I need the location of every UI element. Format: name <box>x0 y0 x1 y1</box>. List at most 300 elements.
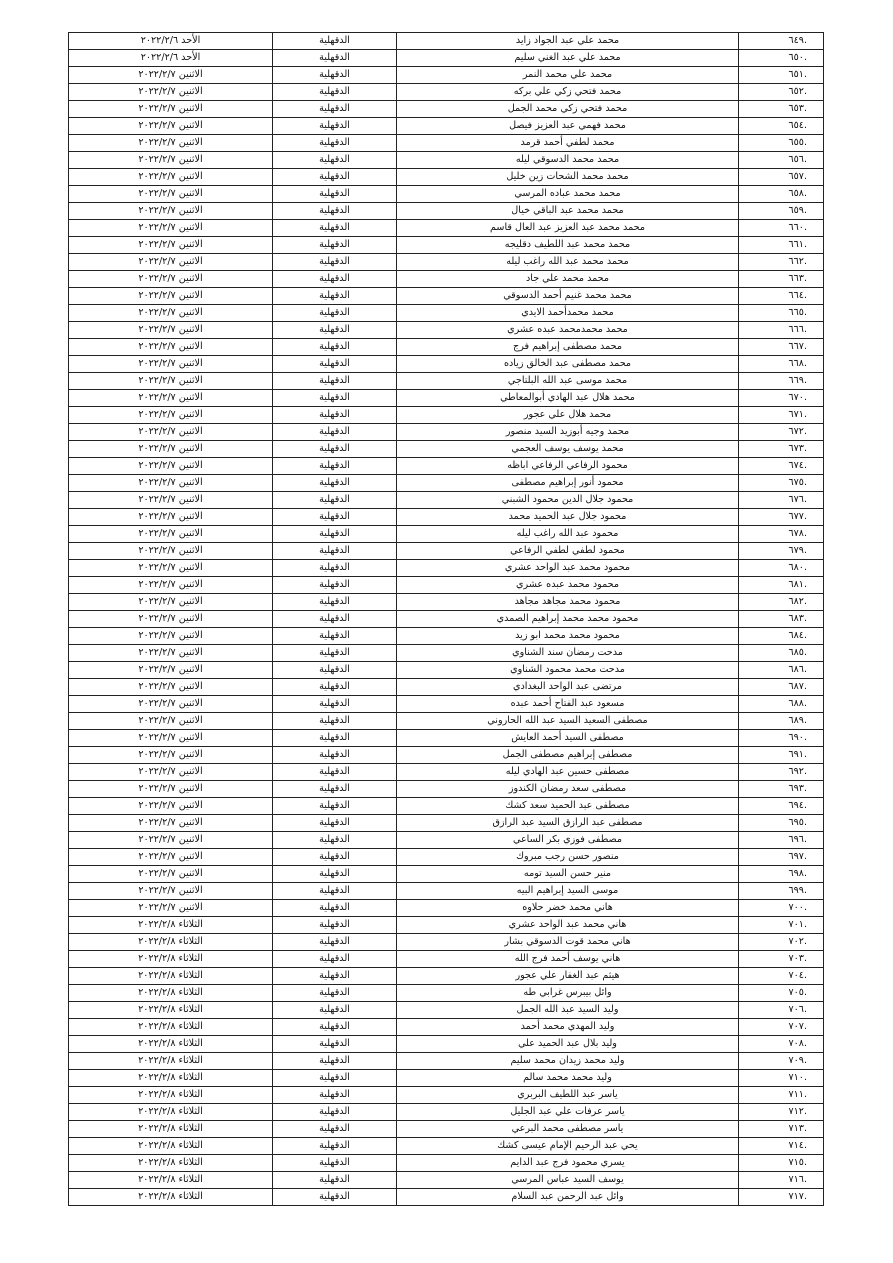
governorate-cell: الدقهلية <box>273 237 397 254</box>
name-cell: محمود عبد الله راغب ليله <box>397 526 739 543</box>
name-cell: يحي عبد الرحيم الإمام عيسى كشك <box>397 1138 739 1155</box>
name-cell: هيثم عبد الغفار علي عجور <box>397 968 739 985</box>
serial-number-cell: .٦٧٠ <box>739 390 824 407</box>
table-row <box>69 985 824 1002</box>
name-cell: وليد المهدي محمد أحمد <box>397 1019 739 1036</box>
date-cell: الاثنين ٢٠٢٢/٢/٧ <box>69 764 273 781</box>
date-cell: الاثنين ٢٠٢٢/٢/٧ <box>69 441 273 458</box>
date-cell: الاثنين ٢٠٢٢/٢/٧ <box>69 288 273 305</box>
table-row <box>69 645 824 662</box>
governorate-cell: الدقهلية <box>273 1002 397 1019</box>
governorate-cell: الدقهلية <box>273 305 397 322</box>
date-cell: الاثنين ٢٠٢٢/٢/٧ <box>69 424 273 441</box>
name-cell: محمد محمد عباده المرسي <box>397 186 739 203</box>
governorate-cell: الدقهلية <box>273 1070 397 1087</box>
table-row <box>69 33 824 50</box>
date-cell: الاثنين ٢٠٢٢/٢/٧ <box>69 458 273 475</box>
date-cell: الاثنين ٢٠٢٢/٢/٧ <box>69 662 273 679</box>
table-row <box>69 424 824 441</box>
date-cell: الاثنين ٢٠٢٢/٢/٧ <box>69 713 273 730</box>
serial-number-cell: .٦٧٥ <box>739 475 824 492</box>
date-cell: الاثنين ٢٠٢٢/٢/٧ <box>69 475 273 492</box>
name-cell: محمود أنور إبراهيم مصطفى <box>397 475 739 492</box>
serial-number-cell: .٦٦٥ <box>739 305 824 322</box>
table-row <box>69 407 824 424</box>
date-cell: الاثنين ٢٠٢٢/٢/٧ <box>69 781 273 798</box>
date-cell: الاثنين ٢٠٢٢/٢/٧ <box>69 254 273 271</box>
name-cell: وليد السيد عبد الله الجمل <box>397 1002 739 1019</box>
table-row <box>69 390 824 407</box>
governorate-cell: الدقهلية <box>273 271 397 288</box>
governorate-cell: الدقهلية <box>273 1087 397 1104</box>
governorate-cell: الدقهلية <box>273 900 397 917</box>
name-cell: محمود محمد مجاهد مجاهد <box>397 594 739 611</box>
serial-number-cell: .٧٠٩ <box>739 1053 824 1070</box>
governorate-cell: الدقهلية <box>273 203 397 220</box>
table-row <box>69 747 824 764</box>
serial-number-cell: .٦٧١ <box>739 407 824 424</box>
serial-number-cell: .٧١٥ <box>739 1155 824 1172</box>
date-cell: الثلاثاء ٢٠٢٢/٢/٨ <box>69 1138 273 1155</box>
date-cell: الاثنين ٢٠٢٢/٢/٧ <box>69 883 273 900</box>
date-cell: الاثنين ٢٠٢٢/٢/٧ <box>69 645 273 662</box>
table-row <box>69 679 824 696</box>
date-cell: الاثنين ٢٠٢٢/٢/٧ <box>69 135 273 152</box>
serial-number-cell: .٦٥٨ <box>739 186 824 203</box>
governorate-cell: الدقهلية <box>273 883 397 900</box>
governorate-cell: الدقهلية <box>273 628 397 645</box>
date-cell: الأحد ٢٠٢٢/٢/٦ <box>69 33 273 50</box>
table-row <box>69 1019 824 1036</box>
name-cell: مصطفى فوزي بكر الساعي <box>397 832 739 849</box>
name-cell: ياسر عبد اللطيف البربري <box>397 1087 739 1104</box>
governorate-cell: الدقهلية <box>273 254 397 271</box>
governorate-cell: الدقهلية <box>273 832 397 849</box>
table-row <box>69 883 824 900</box>
date-cell: الاثنين ٢٠٢٢/٢/٧ <box>69 560 273 577</box>
name-cell: محمود محمد عبده عشري <box>397 577 739 594</box>
date-cell: الاثنين ٢٠٢٢/٢/٧ <box>69 373 273 390</box>
governorate-cell: الدقهلية <box>273 747 397 764</box>
serial-number-cell: .٦٩٢ <box>739 764 824 781</box>
governorate-cell: الدقهلية <box>273 679 397 696</box>
table-row <box>69 67 824 84</box>
governorate-cell: الدقهلية <box>273 84 397 101</box>
governorate-cell: الدقهلية <box>273 611 397 628</box>
date-cell: الثلاثاء ٢٠٢٢/٢/٨ <box>69 1053 273 1070</box>
governorate-cell: الدقهلية <box>273 186 397 203</box>
serial-number-cell: .٦٥٠ <box>739 50 824 67</box>
registry-table <box>68 32 824 1206</box>
serial-number-cell: .٦٦٩ <box>739 373 824 390</box>
table-row <box>69 696 824 713</box>
serial-number-cell: .٧١٤ <box>739 1138 824 1155</box>
table-row <box>69 475 824 492</box>
name-cell: محمد علي محمد النمر <box>397 67 739 84</box>
name-cell: محمد محمدأحمد الايدي <box>397 305 739 322</box>
table-row <box>69 135 824 152</box>
name-cell: وائل عبد الرحمن عبد السلام <box>397 1189 739 1206</box>
name-cell: يسري محمود فرج عبد الدايم <box>397 1155 739 1172</box>
table-row <box>69 764 824 781</box>
serial-number-cell: .٦٦٣ <box>739 271 824 288</box>
name-cell: يوسف السيد عباس المرسي <box>397 1172 739 1189</box>
serial-number-cell: .٦٥٥ <box>739 135 824 152</box>
serial-number-cell: .٦٤٩ <box>739 33 824 50</box>
date-cell: الاثنين ٢٠٢٢/٢/٧ <box>69 696 273 713</box>
name-cell: هاني محمد خضر حلاوه <box>397 900 739 917</box>
name-cell: محمد فهمي عبد العزيز فيصل <box>397 118 739 135</box>
table-row <box>69 322 824 339</box>
date-cell: الثلاثاء ٢٠٢٢/٢/٨ <box>69 985 273 1002</box>
governorate-cell: الدقهلية <box>273 220 397 237</box>
name-cell: محمد محمدمحمد عبده عشري <box>397 322 739 339</box>
name-cell: محمود لطفي لطفي الرفاعي <box>397 543 739 560</box>
date-cell: الاثنين ٢٠٢٢/٢/٧ <box>69 339 273 356</box>
table-row <box>69 662 824 679</box>
table-row <box>69 934 824 951</box>
table-row <box>69 50 824 67</box>
serial-number-cell: .٧١٦ <box>739 1172 824 1189</box>
date-cell: الاثنين ٢٠٢٢/٢/٧ <box>69 220 273 237</box>
name-cell: وليد بلال عبد الحميد علي <box>397 1036 739 1053</box>
name-cell: مصطفى عبد الرازق السيد عبد الرازق <box>397 815 739 832</box>
governorate-cell: الدقهلية <box>273 1053 397 1070</box>
table-row <box>69 968 824 985</box>
date-cell: الاثنين ٢٠٢٢/٢/٧ <box>69 798 273 815</box>
serial-number-cell: .٦٥٤ <box>739 118 824 135</box>
name-cell: محمد يوسف يوسف العجمي <box>397 441 739 458</box>
date-cell: الثلاثاء ٢٠٢٢/٢/٨ <box>69 1104 273 1121</box>
serial-number-cell: .٦٨٦ <box>739 662 824 679</box>
serial-number-cell: .٦٨٠ <box>739 560 824 577</box>
serial-number-cell: .٦٦٨ <box>739 356 824 373</box>
serial-number-cell: .٧٠٧ <box>739 1019 824 1036</box>
serial-number-cell: .٦٥٢ <box>739 84 824 101</box>
name-cell: محمد محمد عبد العزيز عبد العال قاسم <box>397 220 739 237</box>
serial-number-cell: .٦٧٢ <box>739 424 824 441</box>
governorate-cell: الدقهلية <box>273 169 397 186</box>
name-cell: هاني محمد عبد الواحد عشري <box>397 917 739 934</box>
serial-number-cell: .٧٠٠ <box>739 900 824 917</box>
table-row <box>69 611 824 628</box>
table-row <box>69 509 824 526</box>
name-cell: محمد وجيه أبوزيد السيد منصور <box>397 424 739 441</box>
name-cell: محمد محمد عبد الباقي خيال <box>397 203 739 220</box>
table-row <box>69 1189 824 1206</box>
table-row <box>69 1121 824 1138</box>
governorate-cell: الدقهلية <box>273 815 397 832</box>
governorate-cell: الدقهلية <box>273 1019 397 1036</box>
serial-number-cell: .٦٩٠ <box>739 730 824 747</box>
name-cell: محمد محمد الشحات زين خليل <box>397 169 739 186</box>
name-cell: محمد محمد الدسوقي ليله <box>397 152 739 169</box>
serial-number-cell: .٦٨٩ <box>739 713 824 730</box>
name-cell: محمد فتحي زكي محمد الجمل <box>397 101 739 118</box>
date-cell: الاثنين ٢٠٢٢/٢/٧ <box>69 186 273 203</box>
governorate-cell: الدقهلية <box>273 407 397 424</box>
governorate-cell: الدقهلية <box>273 67 397 84</box>
serial-number-cell: .٦٧٣ <box>739 441 824 458</box>
table-row <box>69 849 824 866</box>
governorate-cell: الدقهلية <box>273 509 397 526</box>
serial-number-cell: .٧١٢ <box>739 1104 824 1121</box>
name-cell: مصطفى السيد أحمد العايش <box>397 730 739 747</box>
serial-number-cell: .٦٩٩ <box>739 883 824 900</box>
name-cell: وليد محمد زيدان محمد سليم <box>397 1053 739 1070</box>
serial-number-cell: .٦٩٣ <box>739 781 824 798</box>
name-cell: محمد محمد عبد الله راغب ليله <box>397 254 739 271</box>
table-row <box>69 152 824 169</box>
name-cell: هاني محمد قوت الدسوقي بشار <box>397 934 739 951</box>
governorate-cell: الدقهلية <box>273 968 397 985</box>
date-cell: الاثنين ٢٠٢٢/٢/٧ <box>69 492 273 509</box>
name-cell: ياسر مصطفى محمد البرعي <box>397 1121 739 1138</box>
table-row <box>69 237 824 254</box>
table-row <box>69 577 824 594</box>
date-cell: الثلاثاء ٢٠٢٢/٢/٨ <box>69 1121 273 1138</box>
name-cell: منير حسن السيد تومه <box>397 866 739 883</box>
governorate-cell: الدقهلية <box>273 339 397 356</box>
table-row <box>69 798 824 815</box>
date-cell: الثلاثاء ٢٠٢٢/٢/٨ <box>69 1155 273 1172</box>
date-cell: الاثنين ٢٠٢٢/٢/٧ <box>69 543 273 560</box>
governorate-cell: الدقهلية <box>273 1172 397 1189</box>
table-row <box>69 84 824 101</box>
serial-number-cell: .٧١١ <box>739 1087 824 1104</box>
serial-number-cell: .٦٥٩ <box>739 203 824 220</box>
governorate-cell: الدقهلية <box>273 849 397 866</box>
table-row <box>69 951 824 968</box>
date-cell: الاثنين ٢٠٢٢/٢/٧ <box>69 203 273 220</box>
table-row <box>69 917 824 934</box>
name-cell: مصطفى سعد رمضان الكندوز <box>397 781 739 798</box>
date-cell: الاثنين ٢٠٢٢/٢/٧ <box>69 118 273 135</box>
name-cell: ياسر عرفات علي عبد الجليل <box>397 1104 739 1121</box>
table-row <box>69 713 824 730</box>
governorate-cell: الدقهلية <box>273 424 397 441</box>
name-cell: وليد محمد محمد سالم <box>397 1070 739 1087</box>
date-cell: الثلاثاء ٢٠٢٢/٢/٨ <box>69 1172 273 1189</box>
serial-number-cell: .٦٧٩ <box>739 543 824 560</box>
date-cell: الثلاثاء ٢٠٢٢/٢/٨ <box>69 917 273 934</box>
table-row <box>69 186 824 203</box>
table-row <box>69 254 824 271</box>
governorate-cell: الدقهلية <box>273 1138 397 1155</box>
serial-number-cell: .٦٧٧ <box>739 509 824 526</box>
name-cell: موسى السيد إبراهيم البيه <box>397 883 739 900</box>
name-cell: محمد محمد غنيم أحمد الدسوقي <box>397 288 739 305</box>
table-row <box>69 594 824 611</box>
serial-number-cell: .٧٠٢ <box>739 934 824 951</box>
serial-number-cell: .٧٠٥ <box>739 985 824 1002</box>
governorate-cell: الدقهلية <box>273 1036 397 1053</box>
date-cell: الثلاثاء ٢٠٢٢/٢/٨ <box>69 934 273 951</box>
table-row <box>69 220 824 237</box>
serial-number-cell: .٦٩٨ <box>739 866 824 883</box>
governorate-cell: الدقهلية <box>273 645 397 662</box>
date-cell: الثلاثاء ٢٠٢٢/٢/٨ <box>69 1189 273 1206</box>
governorate-cell: الدقهلية <box>273 526 397 543</box>
name-cell: مرتضى عبد الواحد البغدادي <box>397 679 739 696</box>
serial-number-cell: .٦٦٧ <box>739 339 824 356</box>
date-cell: الاثنين ٢٠٢٢/٢/٧ <box>69 509 273 526</box>
date-cell: الاثنين ٢٠٢٢/٢/٧ <box>69 594 273 611</box>
name-cell: محمد مصطفى عبد الخالق زياده <box>397 356 739 373</box>
serial-number-cell: .٦٩٥ <box>739 815 824 832</box>
name-cell: محمد موسى عبد الله البلتاجي <box>397 373 739 390</box>
date-cell: الاثنين ٢٠٢٢/٢/٧ <box>69 900 273 917</box>
name-cell: محمود محمد محمد إبراهيم الصمدي <box>397 611 739 628</box>
table-row <box>69 730 824 747</box>
date-cell: الاثنين ٢٠٢٢/٢/٧ <box>69 747 273 764</box>
date-cell: الاثنين ٢٠٢٢/٢/٧ <box>69 628 273 645</box>
serial-number-cell: .٦٦٦ <box>739 322 824 339</box>
table-row <box>69 441 824 458</box>
serial-number-cell: .٦٨٢ <box>739 594 824 611</box>
name-cell: محمود محمد محمد ابو زيد <box>397 628 739 645</box>
table-row <box>69 1104 824 1121</box>
table-row <box>69 900 824 917</box>
governorate-cell: الدقهلية <box>273 475 397 492</box>
governorate-cell: الدقهلية <box>273 781 397 798</box>
name-cell: محمد علي عبد الغني سليم <box>397 50 739 67</box>
date-cell: الاثنين ٢٠٢٢/٢/٧ <box>69 152 273 169</box>
table-row <box>69 305 824 322</box>
table-row <box>69 832 824 849</box>
governorate-cell: الدقهلية <box>273 662 397 679</box>
name-cell: مدحت رمضان سند الشناوي <box>397 645 739 662</box>
table-row <box>69 1155 824 1172</box>
date-cell: الثلاثاء ٢٠٢٢/٢/٨ <box>69 1070 273 1087</box>
governorate-cell: الدقهلية <box>273 764 397 781</box>
governorate-cell: الدقهلية <box>273 101 397 118</box>
governorate-cell: الدقهلية <box>273 33 397 50</box>
governorate-cell: الدقهلية <box>273 730 397 747</box>
date-cell: الاثنين ٢٠٢٢/٢/٧ <box>69 356 273 373</box>
name-cell: مدحت محمد محمود الشناوي <box>397 662 739 679</box>
serial-number-cell: .٧١٠ <box>739 1070 824 1087</box>
governorate-cell: الدقهلية <box>273 356 397 373</box>
name-cell: منصور حسن رجب مبروك <box>397 849 739 866</box>
governorate-cell: الدقهلية <box>273 951 397 968</box>
name-cell: مصطفى عبد الحميد سعد كشك <box>397 798 739 815</box>
date-cell: الاثنين ٢٠٢٢/٢/٧ <box>69 526 273 543</box>
serial-number-cell: .٧١٣ <box>739 1121 824 1138</box>
table-row <box>69 781 824 798</box>
name-cell: محمد محمد علي جاد <box>397 271 739 288</box>
date-cell: الاثنين ٢٠٢٢/٢/٧ <box>69 84 273 101</box>
table-row <box>69 628 824 645</box>
serial-number-cell: .٦٨١ <box>739 577 824 594</box>
table-row <box>69 1036 824 1053</box>
date-cell: الثلاثاء ٢٠٢٢/٢/٨ <box>69 1036 273 1053</box>
serial-number-cell: .٧٠٨ <box>739 1036 824 1053</box>
serial-number-cell: .٦٥٦ <box>739 152 824 169</box>
table-row <box>69 560 824 577</box>
governorate-cell: الدقهلية <box>273 492 397 509</box>
governorate-cell: الدقهلية <box>273 322 397 339</box>
date-cell: الاثنين ٢٠٢٢/٢/٧ <box>69 407 273 424</box>
governorate-cell: الدقهلية <box>273 441 397 458</box>
governorate-cell: الدقهلية <box>273 696 397 713</box>
table-row <box>69 271 824 288</box>
date-cell: الاثنين ٢٠٢٢/٢/٧ <box>69 101 273 118</box>
table-row <box>69 543 824 560</box>
governorate-cell: الدقهلية <box>273 390 397 407</box>
table-row <box>69 118 824 135</box>
serial-number-cell: .٦٧٤ <box>739 458 824 475</box>
serial-number-cell: .٧٠٦ <box>739 1002 824 1019</box>
serial-number-cell: .٦٨٥ <box>739 645 824 662</box>
table-row <box>69 815 824 832</box>
date-cell: الثلاثاء ٢٠٢٢/٢/٨ <box>69 1087 273 1104</box>
serial-number-cell: .٧١٧ <box>739 1189 824 1206</box>
serial-number-cell: .٦٧٦ <box>739 492 824 509</box>
table-row <box>69 1172 824 1189</box>
table-row <box>69 169 824 186</box>
name-cell: مصطفى إبراهيم مصطفى الجمل <box>397 747 739 764</box>
date-cell: الاثنين ٢٠٢٢/٢/٧ <box>69 611 273 628</box>
governorate-cell: الدقهلية <box>273 152 397 169</box>
name-cell: محمد علي عبد الجواد زايد <box>397 33 739 50</box>
table-row <box>69 1053 824 1070</box>
table-row <box>69 288 824 305</box>
table-row <box>69 203 824 220</box>
serial-number-cell: .٦٩١ <box>739 747 824 764</box>
governorate-cell: الدقهلية <box>273 866 397 883</box>
date-cell: الاثنين ٢٠٢٢/٢/٧ <box>69 832 273 849</box>
governorate-cell: الدقهلية <box>273 1155 397 1172</box>
name-cell: محمد محمد عبد اللطيف دقليجه <box>397 237 739 254</box>
date-cell: الاثنين ٢٠٢٢/٢/٧ <box>69 322 273 339</box>
governorate-cell: الدقهلية <box>273 560 397 577</box>
name-cell: هاني يوسف أحمد فرج الله <box>397 951 739 968</box>
name-cell: محمود الرفاعي الرفاعي اباظه <box>397 458 739 475</box>
table-row <box>69 339 824 356</box>
serial-number-cell: .٦٥٣ <box>739 101 824 118</box>
serial-number-cell: .٦٨٣ <box>739 611 824 628</box>
governorate-cell: الدقهلية <box>273 985 397 1002</box>
serial-number-cell: .٦٨٤ <box>739 628 824 645</box>
name-cell: مسعود عبد الفتاح أحمد عبده <box>397 696 739 713</box>
name-cell: وائل بيبرس غرابي طه <box>397 985 739 1002</box>
table-row <box>69 356 824 373</box>
date-cell: الاثنين ٢٠٢٢/٢/٧ <box>69 237 273 254</box>
serial-number-cell: .٦٦٠ <box>739 220 824 237</box>
governorate-cell: الدقهلية <box>273 1104 397 1121</box>
serial-number-cell: .٦٦٤ <box>739 288 824 305</box>
table-row <box>69 458 824 475</box>
table-row <box>69 526 824 543</box>
date-cell: الأحد ٢٠٢٢/٢/٦ <box>69 50 273 67</box>
serial-number-cell: .٦٨٧ <box>739 679 824 696</box>
table-row <box>69 101 824 118</box>
name-cell: محمود محمد عبد الواحد عشري <box>397 560 739 577</box>
serial-number-cell: .٦٦٢ <box>739 254 824 271</box>
serial-number-cell: .٦٥١ <box>739 67 824 84</box>
name-cell: محمد فتحي زكي علي بركه <box>397 84 739 101</box>
governorate-cell: الدقهلية <box>273 288 397 305</box>
table-row <box>69 1087 824 1104</box>
governorate-cell: الدقهلية <box>273 594 397 611</box>
date-cell: الثلاثاء ٢٠٢٢/٢/٨ <box>69 1002 273 1019</box>
name-cell: مصطفى السعيد السيد عبد الله الحاروني <box>397 713 739 730</box>
serial-number-cell: .٦٩٧ <box>739 849 824 866</box>
table-row <box>69 1138 824 1155</box>
table-row <box>69 866 824 883</box>
governorate-cell: الدقهلية <box>273 135 397 152</box>
